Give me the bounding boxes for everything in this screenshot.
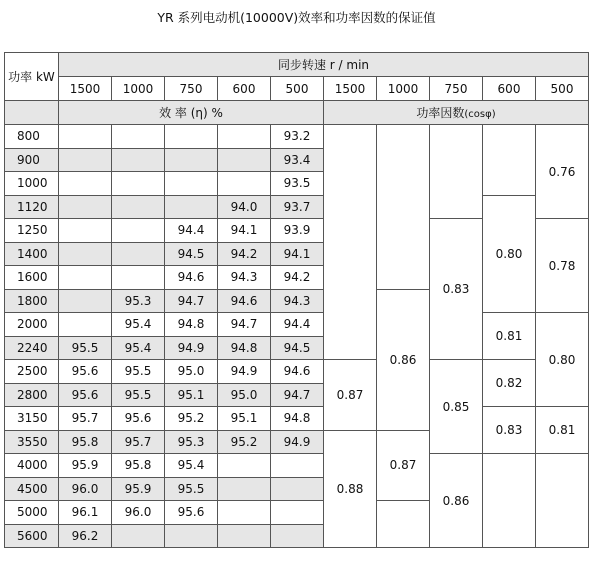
efficiency-cell: 96.0 bbox=[112, 501, 165, 525]
efficiency-cell bbox=[271, 454, 324, 478]
efficiency-cell: 95.0 bbox=[165, 360, 218, 384]
efficiency-cell: 95.3 bbox=[112, 289, 165, 313]
efficiency-cell: 94.4 bbox=[165, 219, 218, 243]
speed-header: 1000 bbox=[377, 77, 430, 101]
power-cell: 5000 bbox=[5, 501, 59, 525]
speed-header-row bbox=[5, 77, 589, 101]
power-factor-cell: 0.88 bbox=[324, 430, 377, 548]
power-factor-cell: 0.83 bbox=[483, 407, 536, 454]
efficiency-cell bbox=[165, 172, 218, 196]
efficiency-cell: 94.7 bbox=[218, 313, 271, 337]
efficiency-cell: 94.6 bbox=[165, 266, 218, 290]
efficiency-cell bbox=[59, 172, 112, 196]
power-cell: 900 bbox=[5, 148, 59, 172]
efficiency-cell: 95.1 bbox=[165, 383, 218, 407]
efficiency-cell bbox=[165, 524, 218, 548]
efficiency-cell: 93.9 bbox=[271, 219, 324, 243]
efficiency-cell: 93.7 bbox=[271, 195, 324, 219]
efficiency-cell: 95.6 bbox=[112, 407, 165, 431]
efficiency-cell: 95.0 bbox=[218, 383, 271, 407]
power-factor-cell bbox=[377, 501, 430, 548]
power-factor-cell bbox=[324, 125, 377, 360]
efficiency-cell: 94.7 bbox=[271, 383, 324, 407]
efficiency-cell: 95.8 bbox=[112, 454, 165, 478]
efficiency-cell: 96.1 bbox=[59, 501, 112, 525]
power-factor-cell: 0.87 bbox=[324, 360, 377, 431]
power-factor-cell: 0.82 bbox=[483, 360, 536, 407]
efficiency-cell bbox=[59, 195, 112, 219]
efficiency-cell: 95.6 bbox=[165, 501, 218, 525]
power-factor-cell: 0.80 bbox=[483, 195, 536, 313]
efficiency-cell bbox=[59, 125, 112, 149]
efficiency-cell bbox=[218, 477, 271, 501]
efficiency-cell bbox=[165, 125, 218, 149]
power-cell: 1400 bbox=[5, 242, 59, 266]
table-row bbox=[5, 454, 589, 478]
speed-header: 600 bbox=[483, 77, 536, 101]
power-factor-cell bbox=[483, 125, 536, 196]
efficiency-cell: 94.9 bbox=[271, 430, 324, 454]
efficiency-cell: 94.1 bbox=[271, 242, 324, 266]
efficiency-cell bbox=[218, 172, 271, 196]
speed-header: 750 bbox=[430, 77, 483, 101]
efficiency-cell: 95.6 bbox=[59, 360, 112, 384]
efficiency-cell: 93.4 bbox=[271, 148, 324, 172]
power-cell: 4500 bbox=[5, 477, 59, 501]
speed-header: 750 bbox=[165, 77, 218, 101]
efficiency-cell bbox=[59, 148, 112, 172]
efficiency-cell: 94.4 bbox=[271, 313, 324, 337]
efficiency-cell bbox=[218, 148, 271, 172]
speed-header: 500 bbox=[271, 77, 324, 101]
efficiency-cell bbox=[218, 524, 271, 548]
efficiency-cell: 95.7 bbox=[112, 430, 165, 454]
power-header-blank bbox=[5, 101, 59, 125]
efficiency-cell: 94.5 bbox=[165, 242, 218, 266]
efficiency-cell: 95.4 bbox=[165, 454, 218, 478]
efficiency-cell bbox=[112, 219, 165, 243]
efficiency-cell bbox=[59, 219, 112, 243]
power-cell: 1000 bbox=[5, 172, 59, 196]
efficiency-cell: 94.2 bbox=[271, 266, 324, 290]
efficiency-cell: 95.6 bbox=[59, 383, 112, 407]
speed-header: 1500 bbox=[324, 77, 377, 101]
efficiency-cell bbox=[112, 266, 165, 290]
efficiency-cell bbox=[112, 524, 165, 548]
power-factor-cell: 0.83 bbox=[430, 219, 483, 360]
table-row bbox=[5, 313, 589, 337]
power-cell: 2240 bbox=[5, 336, 59, 360]
efficiency-cell bbox=[218, 501, 271, 525]
power-cell: 2000 bbox=[5, 313, 59, 337]
efficiency-cell: 95.4 bbox=[112, 336, 165, 360]
power-factor-cell: 0.86 bbox=[430, 454, 483, 548]
efficiency-cell bbox=[165, 195, 218, 219]
efficiency-cell: 95.3 bbox=[165, 430, 218, 454]
efficiency-cell: 95.9 bbox=[112, 477, 165, 501]
efficiency-cell: 94.5 bbox=[271, 336, 324, 360]
efficiency-cell bbox=[59, 289, 112, 313]
power-cell: 2800 bbox=[5, 383, 59, 407]
efficiency-cell: 95.2 bbox=[218, 430, 271, 454]
efficiency-cell: 94.8 bbox=[271, 407, 324, 431]
efficiency-cell: 95.5 bbox=[165, 477, 218, 501]
efficiency-cell bbox=[112, 195, 165, 219]
speed-header: 1500 bbox=[59, 77, 112, 101]
efficiency-cell: 94.1 bbox=[218, 219, 271, 243]
power-cell: 1120 bbox=[5, 195, 59, 219]
efficiency-cell bbox=[165, 148, 218, 172]
power-factor-cell: 0.81 bbox=[483, 313, 536, 360]
efficiency-cell: 96.0 bbox=[59, 477, 112, 501]
efficiency-cell: 93.2 bbox=[271, 125, 324, 149]
power-factor-cell: 0.80 bbox=[536, 313, 589, 407]
efficiency-cell bbox=[271, 477, 324, 501]
efficiency-cell: 96.2 bbox=[59, 524, 112, 548]
table-row bbox=[5, 125, 589, 149]
power-factor-cell: 0.76 bbox=[536, 125, 589, 219]
speed-header: 600 bbox=[218, 77, 271, 101]
power-cell: 3150 bbox=[5, 407, 59, 431]
efficiency-cell: 94.7 bbox=[165, 289, 218, 313]
power-cell: 1600 bbox=[5, 266, 59, 290]
power-factor-cell: 0.78 bbox=[536, 219, 589, 313]
efficiency-cell bbox=[218, 125, 271, 149]
efficiency-cell: 95.5 bbox=[112, 383, 165, 407]
power-factor-sub: (cosφ) bbox=[464, 109, 496, 120]
power-factor-cell bbox=[377, 125, 430, 290]
speed-header: 500 bbox=[536, 77, 589, 101]
power-factor-label: 功率因数 bbox=[416, 106, 465, 120]
efficiency-cell: 95.1 bbox=[218, 407, 271, 431]
efficiency-cell: 93.5 bbox=[271, 172, 324, 196]
speed-header: 1000 bbox=[112, 77, 165, 101]
efficiency-cell: 95.9 bbox=[59, 454, 112, 478]
table-row bbox=[5, 360, 589, 384]
power-factor-cell: 0.85 bbox=[430, 360, 483, 454]
table-row bbox=[5, 407, 589, 431]
efficiency-cell: 94.2 bbox=[218, 242, 271, 266]
efficiency-cell bbox=[271, 501, 324, 525]
power-factor-cell bbox=[536, 454, 589, 548]
power-factor-header bbox=[324, 101, 589, 125]
efficiency-cell bbox=[271, 524, 324, 548]
efficiency-cell: 94.9 bbox=[165, 336, 218, 360]
efficiency-cell bbox=[59, 313, 112, 337]
power-factor-cell: 0.86 bbox=[377, 289, 430, 430]
power-cell: 800 bbox=[5, 125, 59, 149]
efficiency-cell bbox=[218, 454, 271, 478]
power-cell: 4000 bbox=[5, 454, 59, 478]
table-row bbox=[5, 195, 589, 219]
efficiency-cell: 94.9 bbox=[218, 360, 271, 384]
power-factor-cell: 0.81 bbox=[536, 407, 589, 454]
efficiency-cell: 95.4 bbox=[112, 313, 165, 337]
efficiency-cell: 94.6 bbox=[271, 360, 324, 384]
efficiency-cell: 94.8 bbox=[218, 336, 271, 360]
efficiency-cell: 94.3 bbox=[271, 289, 324, 313]
power-cell: 5600 bbox=[5, 524, 59, 548]
page-title: YR 系列电动机(10000V)效率和功率因数的保证值 bbox=[157, 10, 436, 25]
efficiency-cell bbox=[112, 172, 165, 196]
sync-speed-header: 同步转速 r / min bbox=[59, 53, 589, 77]
efficiency-cell: 95.5 bbox=[112, 360, 165, 384]
table-body bbox=[5, 125, 589, 548]
power-cell: 1250 bbox=[5, 219, 59, 243]
efficiency-cell bbox=[112, 242, 165, 266]
efficiency-cell bbox=[59, 242, 112, 266]
efficiency-cell bbox=[59, 266, 112, 290]
power-cell: 1800 bbox=[5, 289, 59, 313]
power-factor-cell bbox=[483, 454, 536, 548]
efficiency-cell bbox=[112, 148, 165, 172]
power-factor-cell: 0.87 bbox=[377, 430, 430, 501]
power-cell: 2500 bbox=[5, 360, 59, 384]
efficiency-cell: 94.6 bbox=[218, 289, 271, 313]
efficiency-powerfactor-table bbox=[4, 52, 589, 548]
efficiency-header: 效 率 (η) % bbox=[59, 101, 324, 125]
efficiency-cell: 94.0 bbox=[218, 195, 271, 219]
power-factor-cell bbox=[430, 125, 483, 219]
efficiency-cell bbox=[112, 125, 165, 149]
efficiency-cell: 94.8 bbox=[165, 313, 218, 337]
efficiency-cell: 95.5 bbox=[59, 336, 112, 360]
efficiency-cell: 95.2 bbox=[165, 407, 218, 431]
power-cell: 3550 bbox=[5, 430, 59, 454]
efficiency-cell: 95.8 bbox=[59, 430, 112, 454]
power-header: 功率 kW bbox=[5, 53, 59, 101]
efficiency-cell: 95.7 bbox=[59, 407, 112, 431]
efficiency-cell: 94.3 bbox=[218, 266, 271, 290]
